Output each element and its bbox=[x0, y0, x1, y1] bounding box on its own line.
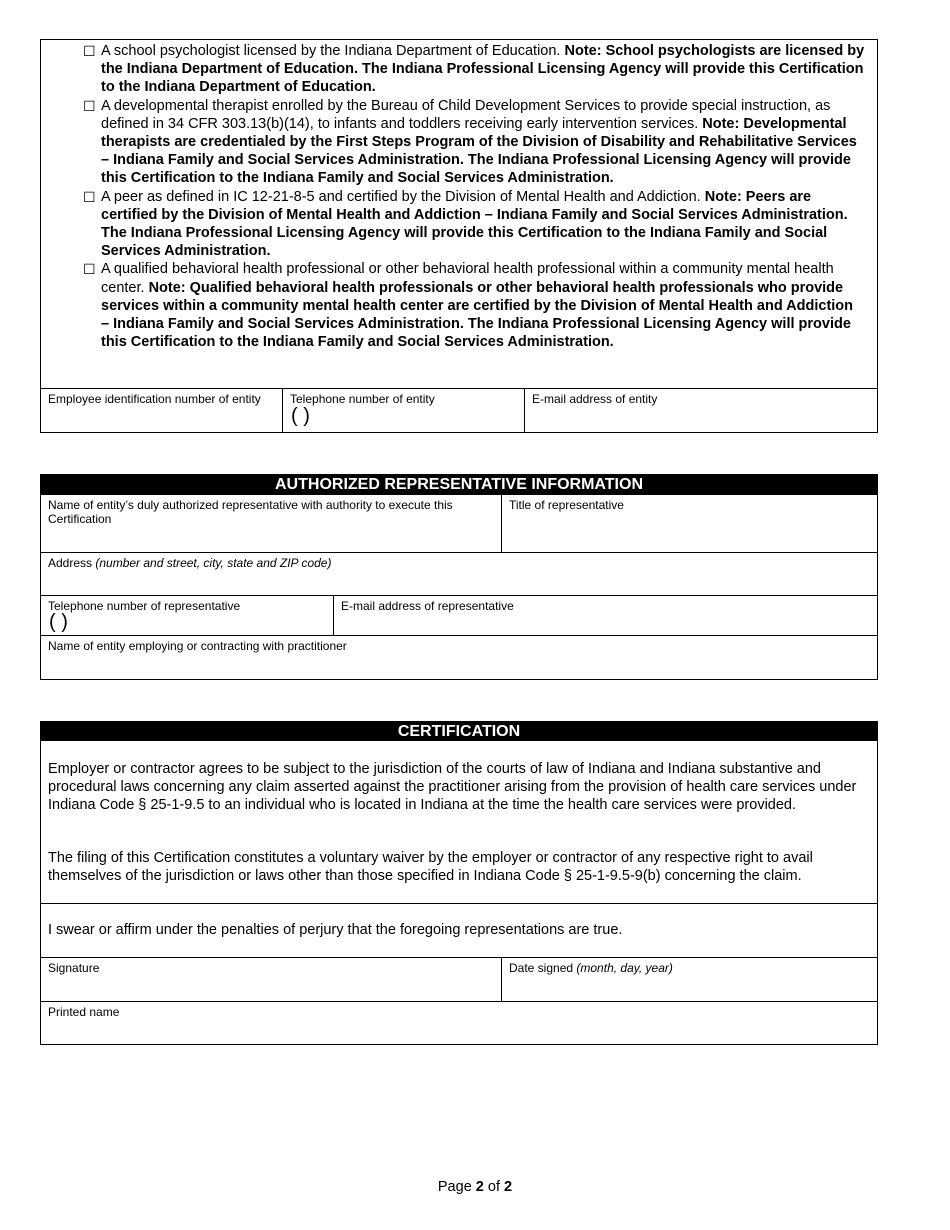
certification-section bbox=[40, 721, 878, 1045]
jurisdiction-paragraph: Employer or contractor agrees to be subject to the jurisdiction of the courts of law of Indiana and Indiana substantive and procedural laws concerning any claim asserted against the practitioner arising from the provision of health care services under Indiana Code § 25-1-9.5 to an individual who is located in Indiana at the time the health care services were provided. bbox=[48, 761, 857, 813]
rep-title-field[interactable] bbox=[501, 495, 877, 553]
option-text: A peer as defined in IC 12-21-8-5 and certified by the Division of Mental Health and Addiction. bbox=[101, 188, 705, 205]
signature-row bbox=[41, 957, 877, 1002]
rep-name-field[interactable] bbox=[41, 495, 501, 553]
provider-type-list bbox=[41, 42, 877, 351]
rep-phone-label: Telephone number of representative bbox=[48, 599, 241, 613]
page-number: Page 2 of 2 bbox=[437, 1179, 513, 1195]
date-hint: (month, day, year) bbox=[576, 961, 673, 975]
option-behavioral-health bbox=[41, 260, 877, 351]
oath-row bbox=[41, 903, 877, 958]
address-hint: (number and street, city, state and ZIP code) bbox=[95, 556, 332, 570]
option-school-psychologist bbox=[41, 42, 877, 97]
option-text: A developmental therapist enrolled by the Bureau of Child Development Services to provide special instruction, as defined in 34 CFR 303.13(b)(14), to infants and toddlers receiving early intervention services. bbox=[101, 97, 831, 132]
checkbox-icon[interactable]: ☐ bbox=[83, 43, 96, 59]
checkbox-icon[interactable]: ☐ bbox=[83, 188, 96, 205]
option-note: Note: Developmental therapists are credentialed by the First Steps Program of the Division of Disability and Rehabilitative Services – Indiana Family and Social Services Administration. The Indiana Professional Licensing Agency will provide this Certification to the Indiana Family and Social Services Administration. bbox=[101, 115, 857, 187]
ein-field[interactable] bbox=[41, 389, 282, 433]
phone-parens: ( ) bbox=[291, 405, 310, 427]
printed-name-row bbox=[41, 1001, 877, 1045]
total-pages: 2 bbox=[504, 1179, 513, 1195]
waiver-paragraph: The filing of this Certification constitutes a voluntary waiver by the employer or contractor of any respective right to avail themselves of the jurisdiction or laws other than those specified in Indiana Code § 25-1-9.5-9(b) concerning the claim. bbox=[48, 850, 813, 884]
rep-contact-row bbox=[41, 595, 877, 636]
employer-field[interactable] bbox=[41, 636, 877, 680]
signature-label: Signature bbox=[48, 961, 100, 975]
oath-text: I swear or affirm under the penalties of perjury that the foregoing representations are true. bbox=[48, 922, 623, 938]
rep-name-row bbox=[41, 494, 877, 553]
rep-address-field[interactable] bbox=[41, 553, 877, 596]
authorized-representative-section bbox=[40, 474, 878, 680]
section-header: CERTIFICATION bbox=[41, 722, 877, 741]
printed-name-field[interactable] bbox=[41, 1002, 877, 1045]
rep-name-label: Name of entity’s duly authorized representative with authority to execute this Certification bbox=[48, 498, 453, 526]
date-signed-field[interactable] bbox=[501, 958, 877, 1002]
entity-email-field[interactable] bbox=[524, 389, 877, 433]
rep-phone-field[interactable] bbox=[41, 596, 333, 636]
option-peer bbox=[41, 188, 877, 261]
option-text: A qualified behavioral health professional or other behavioral health professional within a community mental health center. bbox=[101, 261, 834, 296]
checkbox-icon[interactable]: ☐ bbox=[83, 97, 96, 114]
option-note: Note: Qualified behavioral health professionals or other behavioral health professionals who provide services within a community mental health center are certified by the Division of Mental Health and Addiction – Indiana Family and Social Services Administration. The Indiana Professional Licensing Agency will provide this Certification to the Indiana Family and Social Services Administration. bbox=[101, 279, 854, 351]
option-note: Note: Peers are certified by the Division of Mental Health and Addiction – Indiana Family and Social Services Administration. The Indiana Professional Licensing Agency will provide this Certification to the Indiana Family and Social Services Administration. bbox=[101, 188, 848, 260]
rep-address-label: Address (number and street, city, state and ZIP code) bbox=[48, 556, 332, 570]
entity-email-label: E-mail address of entity bbox=[532, 392, 658, 406]
entity-phone-label: Telephone number of entity bbox=[290, 392, 435, 406]
ein-label: Employee identification number of entity bbox=[48, 392, 261, 406]
entity-phone-field[interactable] bbox=[282, 389, 524, 433]
option-text: A school psychologist licensed by the Indiana Department of Education. bbox=[101, 43, 565, 59]
current-page: 2 bbox=[475, 1179, 484, 1195]
employer-label: Name of entity employing or contracting with practitioner bbox=[48, 639, 347, 653]
rep-address-row bbox=[41, 552, 877, 596]
signature-field[interactable] bbox=[41, 958, 501, 1002]
entity-contact-row bbox=[41, 388, 877, 433]
phone-parens: ( ) bbox=[49, 611, 68, 633]
rep-email-label: E-mail address of representative bbox=[341, 599, 514, 613]
section-header: AUTHORIZED REPRESENTATIVE INFORMATION bbox=[41, 475, 877, 494]
rep-title-label: Title of representative bbox=[509, 498, 624, 512]
date-signed-label: Date signed (month, day, year) bbox=[509, 961, 673, 975]
provider-type-section bbox=[40, 39, 878, 433]
rep-email-field[interactable] bbox=[333, 596, 877, 636]
employer-row bbox=[41, 635, 877, 680]
option-note: Note: School psychologists are licensed by the Indiana Department of Education. The Indiana Professional Licensing Agency will provide this Certification to the Indiana Department of Education. bbox=[101, 43, 865, 96]
option-developmental-therapist bbox=[41, 97, 877, 188]
printed-name-label: Printed name bbox=[48, 1005, 120, 1019]
checkbox-icon[interactable]: ☐ bbox=[83, 261, 96, 278]
